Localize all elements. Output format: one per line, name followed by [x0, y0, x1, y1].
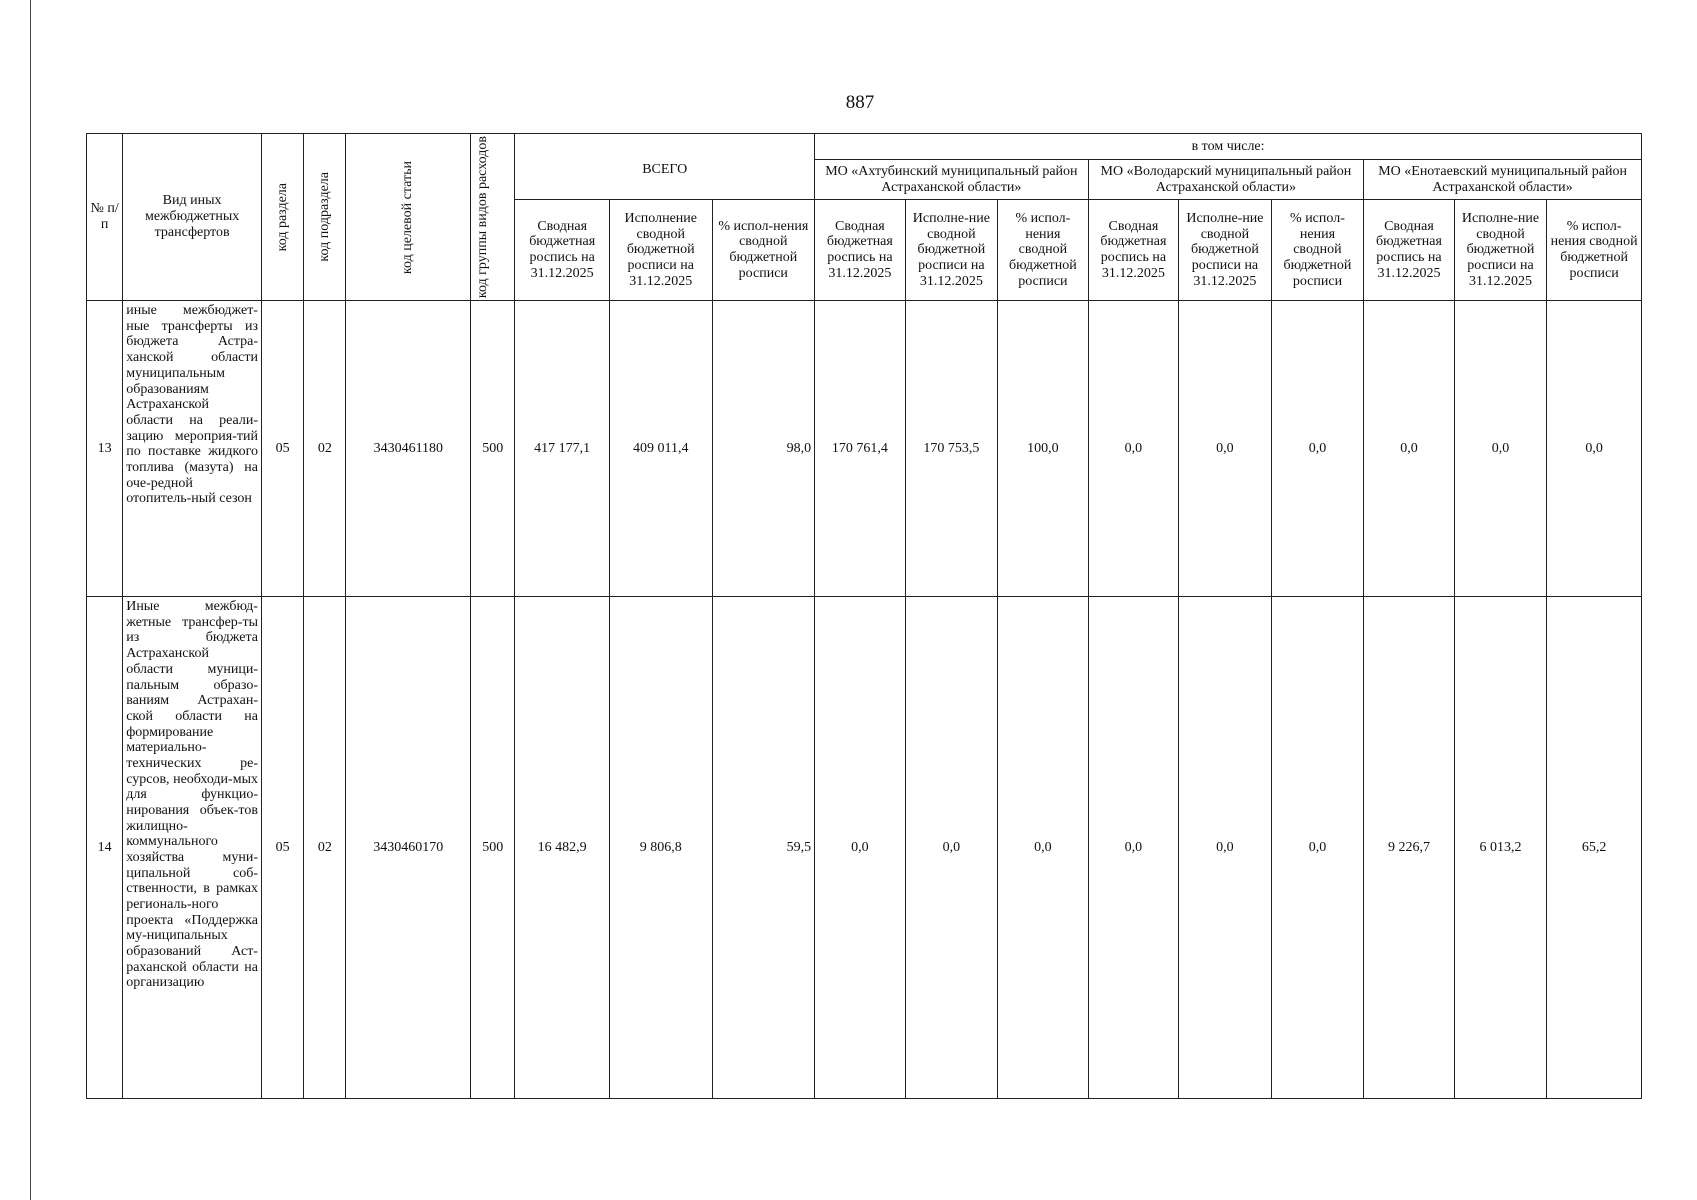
row-celevaya: 3430461180 [346, 301, 471, 597]
header-total-svod: Сводная бюджетная роспись на 31.12.2025 [515, 200, 610, 301]
header-mo2-svod: Сводная бюджетная роспись на 31.12.2025 [1088, 200, 1179, 301]
header-total-pct: % испол-нения сводной бюджетной росписи [712, 200, 815, 301]
header-vsego: ВСЕГО [515, 134, 815, 200]
row-mo3-isp: 0,0 [1454, 301, 1547, 597]
header-mo-enotaevsky: МО «Енотаевский муниципальный район Астраханской области» [1364, 160, 1642, 200]
header-mo2-pct: % испол-нения сводной бюджетной росписи [1271, 200, 1364, 301]
budget-table [86, 133, 1642, 1099]
header-mo1-isp: Исполне-ние сводной бюджетной росписи на 31.12.2025 [905, 200, 998, 301]
row-mo1-pct: 100,0 [998, 301, 1089, 597]
binding-line [30, 0, 31, 1200]
page-number: 887 [845, 92, 875, 113]
row-mo2-isp: 0,0 [1179, 301, 1272, 597]
row-mo3-svod: 9 226,7 [1364, 597, 1455, 1099]
row-total-isp: 9 806,8 [609, 597, 712, 1099]
row-mo1-isp: 170 753,5 [905, 301, 998, 597]
row-celevaya: 3430460170 [346, 597, 471, 1099]
header-transfer-type: Вид иных межбюджетных трансфертов [123, 134, 262, 301]
row-mo2-svod: 0,0 [1088, 301, 1179, 597]
row-mo2-pct: 0,0 [1271, 597, 1364, 1099]
header-num: № п/п [87, 134, 123, 301]
row-total-svod: 16 482,9 [515, 597, 610, 1099]
table-row [87, 301, 1642, 597]
header-mo3-isp: Исполне-ние сводной бюджетной росписи на 31.12.2025 [1454, 200, 1547, 301]
header-celevaya-label: код целевой статьи [400, 160, 416, 274]
row-mo3-isp: 6 013,2 [1454, 597, 1547, 1099]
header-mo-volodarsky: МО «Володарский муниципальный район Астраханской области» [1088, 160, 1364, 200]
header-v-tom-chisle: в том числе: [815, 134, 1642, 160]
header-celevaya [346, 134, 471, 301]
row-mo2-svod: 0,0 [1088, 597, 1179, 1099]
header-mo3-svod: Сводная бюджетная роспись на 31.12.2025 [1364, 200, 1455, 301]
header-mo2-isp: Исполне-ние сводной бюджетной росписи на 31.12.2025 [1179, 200, 1272, 301]
row-mo3-pct: 65,2 [1547, 597, 1642, 1099]
row-razdel: 05 [261, 597, 303, 1099]
header-total-isp: Исполнение сводной бюджетной росписи на 31.12.2025 [609, 200, 712, 301]
row-total-pct: 98,0 [712, 301, 815, 597]
header-podrazdel [304, 134, 346, 301]
row-total-isp: 409 011,4 [609, 301, 712, 597]
table-row [87, 597, 1642, 1099]
row-total-svod: 417 177,1 [515, 301, 610, 597]
row-razdel: 05 [261, 301, 303, 597]
row-mo3-pct: 0,0 [1547, 301, 1642, 597]
row-podrazdel: 02 [304, 301, 346, 597]
row-mo1-pct: 0,0 [998, 597, 1089, 1099]
row-total-pct: 59,5 [712, 597, 815, 1099]
row-description: иные межбюджет-ные трансферты из бюджета Астра-ханской области муниципальным образованиям Астраханской области на реали-зацию мероприя-тий по поставке жидкого топлива (мазута) на оче-редной отопитель-ный сезон [123, 301, 262, 597]
row-description: Иные межбюд-жетные трансфер-ты из бюджета Астраханской области муници-пальным образо-ваниям Астрахан-ской области на формирование материально-технических ре-сурсов, необходи-мых для функцио-нирования объек-тов жилищно-коммунального хозяйства муни-ципальной соб-ственности, в рамках региональ-ного проекта «Поддержка му-ниципальных образований Аст-раханской области на организацию [123, 597, 262, 1099]
row-podrazdel: 02 [304, 597, 346, 1099]
header-mo3-pct: % испол-нения сводной бюджетной росписи [1547, 200, 1642, 301]
row-mo3-svod: 0,0 [1364, 301, 1455, 597]
header-podrazdel-label: код подраздела [316, 172, 332, 262]
header-razdel-label: код раздела [274, 182, 290, 252]
row-mo1-isp: 0,0 [905, 597, 998, 1099]
header-mo-akhtubinsky: МО «Ахтубинский муниципальный район Астраханской области» [815, 160, 1089, 200]
row-mo1-svod: 0,0 [815, 597, 906, 1099]
header-mo1-svod: Сводная бюджетная роспись на 31.12.2025 [815, 200, 906, 301]
row-num: 14 [87, 597, 123, 1099]
header-gruppa [471, 134, 515, 301]
row-num: 13 [87, 301, 123, 597]
row-mo1-svod: 170 761,4 [815, 301, 906, 597]
row-gruppa: 500 [471, 597, 515, 1099]
row-gruppa: 500 [471, 301, 515, 597]
header-gruppa-label: код группы видов расходов [474, 136, 490, 299]
row-mo2-pct: 0,0 [1271, 301, 1364, 597]
header-razdel [261, 134, 303, 301]
row-mo2-isp: 0,0 [1179, 597, 1272, 1099]
header-mo1-pct: % испол-нения сводной бюджетной росписи [998, 200, 1089, 301]
